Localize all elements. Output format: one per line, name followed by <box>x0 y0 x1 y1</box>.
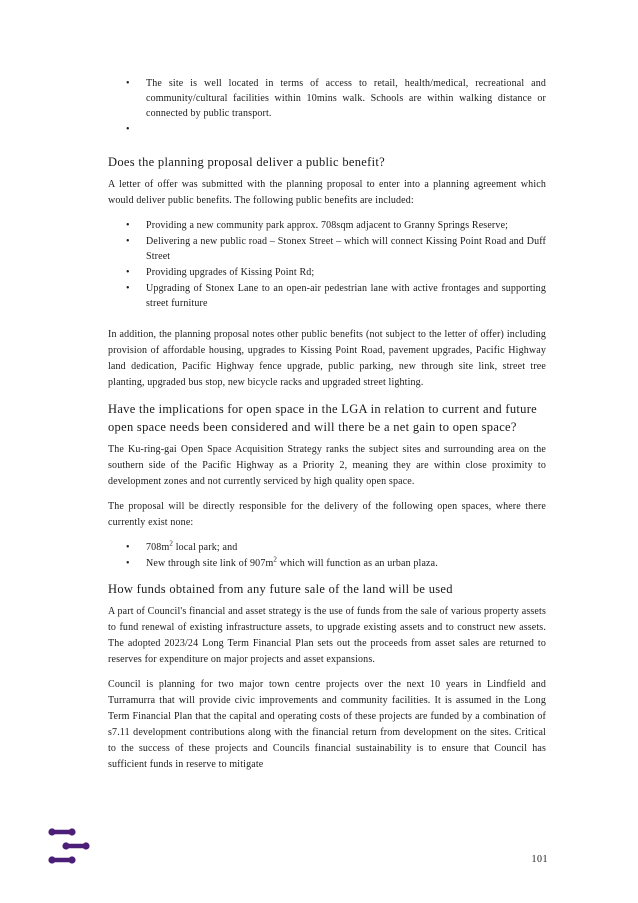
logo-dot <box>48 856 55 863</box>
logo-dot <box>68 856 75 863</box>
paragraph: The Ku-ring-gai Open Space Acquisition Strategy ranks the subject sites and surrounding area on the southern side of the Pacific Highway as a Priority 2, meaning they are within close proximity to development zones and not currently serviced by high quality open space. <box>108 444 546 487</box>
logo-dot <box>82 842 89 849</box>
paragraph: In addition, the planning proposal notes other public benefits (not subject to the letter of offer) including provision of affordable housing, upgrades to Kissing Point Road, pavement upgrades, Pacific Highway land dedication, Pacific Highway fence upgrade, public parking, new through site link, street tree planting, upgraded bus stop, new bicycle racks and upgraded street lighting. <box>108 329 546 388</box>
bullet-icon: • <box>126 124 130 135</box>
open-space-list <box>108 540 546 571</box>
bullet-icon: • <box>126 542 130 553</box>
bullet-icon: • <box>126 236 130 247</box>
list-item: • Upgrading of Stonex Lane to an open-air pedestrian lane with active frontages and supporting street furniture <box>126 283 546 309</box>
paragraph: Council is planning for two major town centre projects over the next 10 years in Lindfield and Turramurra that will provide civic improvements and community facilities. It is assumed in the Long Term Financial Plan that the capital and operating costs of these projects are funded by a combination of s7.11 development contributions along with the financial return from development on the sites. Critical to the success of these projects and Councils financial sustainability is to ensure that Council has sufficient funds in reserve to mitigate <box>108 679 546 770</box>
list-item: • The site is well located in terms of access to retail, health/medical, recreational and community/cultural facilities within 10mins walk. Schools are within walking distance or connected by public transport. <box>126 78 546 119</box>
list-item: • Providing upgrades of Kissing Point Rd; <box>126 267 315 278</box>
bullet-icon: • <box>126 283 130 294</box>
benefits-list <box>108 218 546 311</box>
paragraph: A part of Council's financial and asset strategy is the use of funds from the sale of various property assets to fund renewal of existing infrastructure assets, to upgrade existing assets and to construct new assets. The adopted 2023/24 Long Term Financial Plan sets out the proceeds from asset sales are returned to reserves for expenditure on major projects and asset expansions. <box>108 606 546 665</box>
logo-dot <box>62 842 69 849</box>
bullet-icon: • <box>126 558 130 569</box>
section-heading: Does the planning proposal deliver a public benefit? <box>108 155 385 169</box>
document-body <box>108 76 546 782</box>
logo-icon <box>48 826 92 866</box>
bullet-icon: • <box>126 78 130 89</box>
paragraph: The proposal will be directly responsible for the delivery of the following open spaces, where there currently exist none: <box>108 501 546 528</box>
top-bullet-list <box>108 76 546 137</box>
list-item: • Providing a new community park approx. 708sqm adjacent to Granny Springs Reserve; <box>126 220 509 231</box>
section-heading: Have the implications for open space in the LGA in relation to current and future open space needs been considered and will there be a net gain to open space? <box>108 402 538 434</box>
list-item: • New through site link of $907m^2$ which will function as an urban plaza. <box>126 555 438 569</box>
bullet-icon: • <box>126 267 130 278</box>
list-item: • $708m^2$ local park; and <box>126 539 238 553</box>
section-heading: How funds obtained from any future sale of the land will be used <box>108 582 453 596</box>
logo-dot <box>48 828 55 835</box>
logo-dot <box>68 828 75 835</box>
list-item: • Delivering a new public road – Stonex Street – which will connect Kissing Point Road and Duff Street <box>126 236 546 262</box>
paragraph: A letter of offer was submitted with the planning proposal to enter into a planning agreement which would deliver public benefits. The following public benefits are included: <box>108 179 546 206</box>
page-number: 101 <box>531 854 548 865</box>
bullet-icon: • <box>126 220 130 231</box>
list-item <box>108 122 546 137</box>
